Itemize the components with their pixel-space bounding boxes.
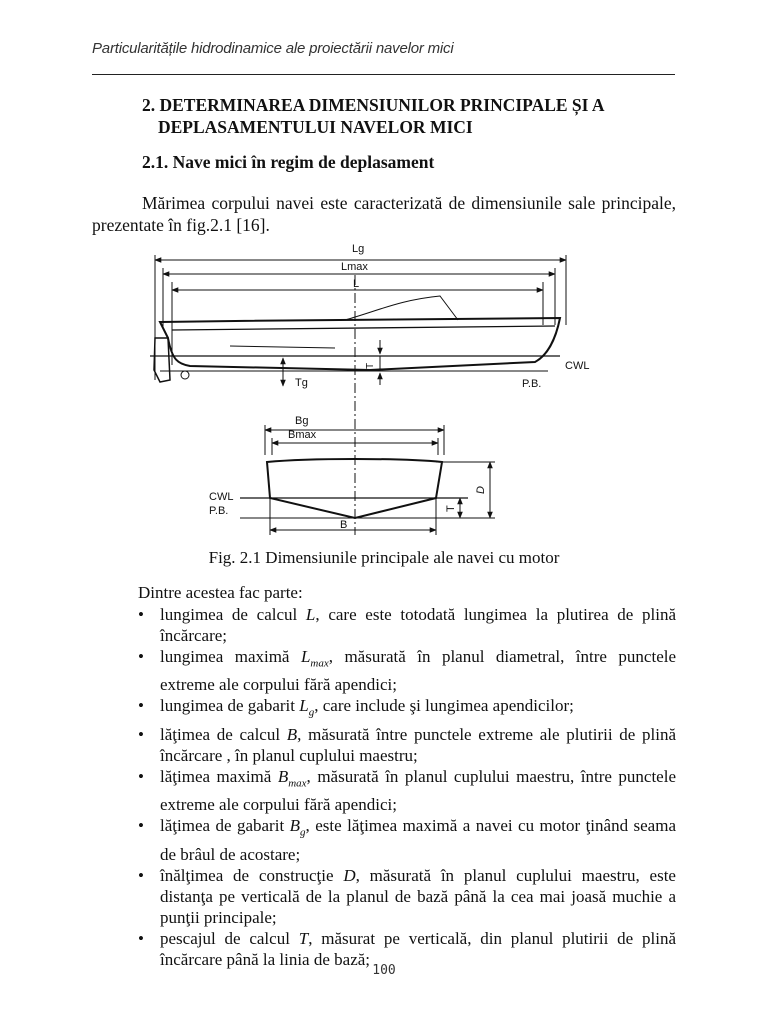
hull-side bbox=[160, 318, 560, 370]
page-number: 100 bbox=[372, 963, 396, 978]
subsection-title: 2.1. Nave mici în regim de deplasament bbox=[142, 152, 435, 172]
label-lg: Lg bbox=[352, 243, 365, 255]
list-item: • lungimea de gabarit $L_g$, care include şi lungimea apendicilor; bbox=[92, 695, 676, 723]
list-item: • lungimea de calcul L, care este totodată lungimea la plutirea de plină încărcare; bbox=[92, 604, 676, 646]
label-lmax: Lmax bbox=[341, 261, 368, 273]
rub-rail bbox=[172, 326, 555, 330]
list-item: • lăţimea de gabarit $B_g$, este lăţimea maximă a navei cu motor ţinând seama de brâul de acostare; bbox=[92, 815, 676, 864]
list-item: • pescajul de calcul T, măsurat pe verticală, din planul plutirii de plină încărcare până la linia de bază; bbox=[92, 928, 676, 970]
dimensions-list bbox=[92, 604, 676, 970]
cabin-profile bbox=[345, 296, 458, 320]
label-bmax: Bmax bbox=[288, 429, 317, 441]
label-tg: Tg bbox=[295, 377, 308, 389]
section-title-line1: 2. DETERMINAREA DIMENSIUNILOR PRINCIPALE ȘI A bbox=[142, 95, 605, 115]
boat-dimensions-figure bbox=[0, 230, 768, 545]
label-b: B bbox=[340, 519, 348, 531]
label-pb-front: P.B. bbox=[209, 505, 229, 517]
label-bg: Bg bbox=[295, 415, 309, 427]
list-intro: Dintre acestea fac parte: bbox=[138, 583, 303, 602]
list-item: • lăţimea de calcul B, măsurată între punctele extreme ale plutirii de plină încărcare , în planul cuplului maestru; bbox=[92, 724, 676, 766]
list-item: • lăţimea maximă $B_{max}$, măsurată în planul cuplului maestru, între punctele extreme ale corpului fără apendici; bbox=[92, 766, 676, 815]
label-t-side: T bbox=[365, 362, 376, 369]
outboard-motor bbox=[154, 338, 170, 382]
intro-paragraph: Mărimea corpului navei este caracterizată de dimensiunile sale principale, prezentate în fig.2.1 [16]. bbox=[92, 193, 676, 235]
figure-caption: Fig. 2.1 Dimensiunile principale ale navei cu motor bbox=[208, 548, 560, 567]
label-l: L bbox=[353, 278, 360, 290]
label-cwl: CWL bbox=[565, 360, 590, 372]
header-rule bbox=[92, 74, 675, 75]
label-d: D bbox=[475, 486, 487, 494]
section-title bbox=[142, 94, 682, 138]
internal-line bbox=[230, 346, 335, 348]
label-pb: P.B. bbox=[522, 378, 542, 390]
list-item: • înălţimea de construcţie D, măsurată în planul cuplului maestru, este distanţa pe verticală de la planul de bază până la cea mai joasă muchie a punţii principale; bbox=[92, 865, 676, 928]
list-item: • lungimea maximă $L_{max}$, măsurată în planul diametral, între punctele extreme ale corpului fără apendici; bbox=[92, 646, 676, 695]
label-cwl-front: CWL bbox=[209, 491, 234, 503]
section-title-line2: DEPLASAMENTULUI NAVELOR MICI bbox=[158, 117, 473, 137]
running-header: Particularitățile hidrodinamice ale proiectării navelor mici bbox=[92, 40, 454, 57]
label-t-front: T bbox=[445, 505, 457, 512]
